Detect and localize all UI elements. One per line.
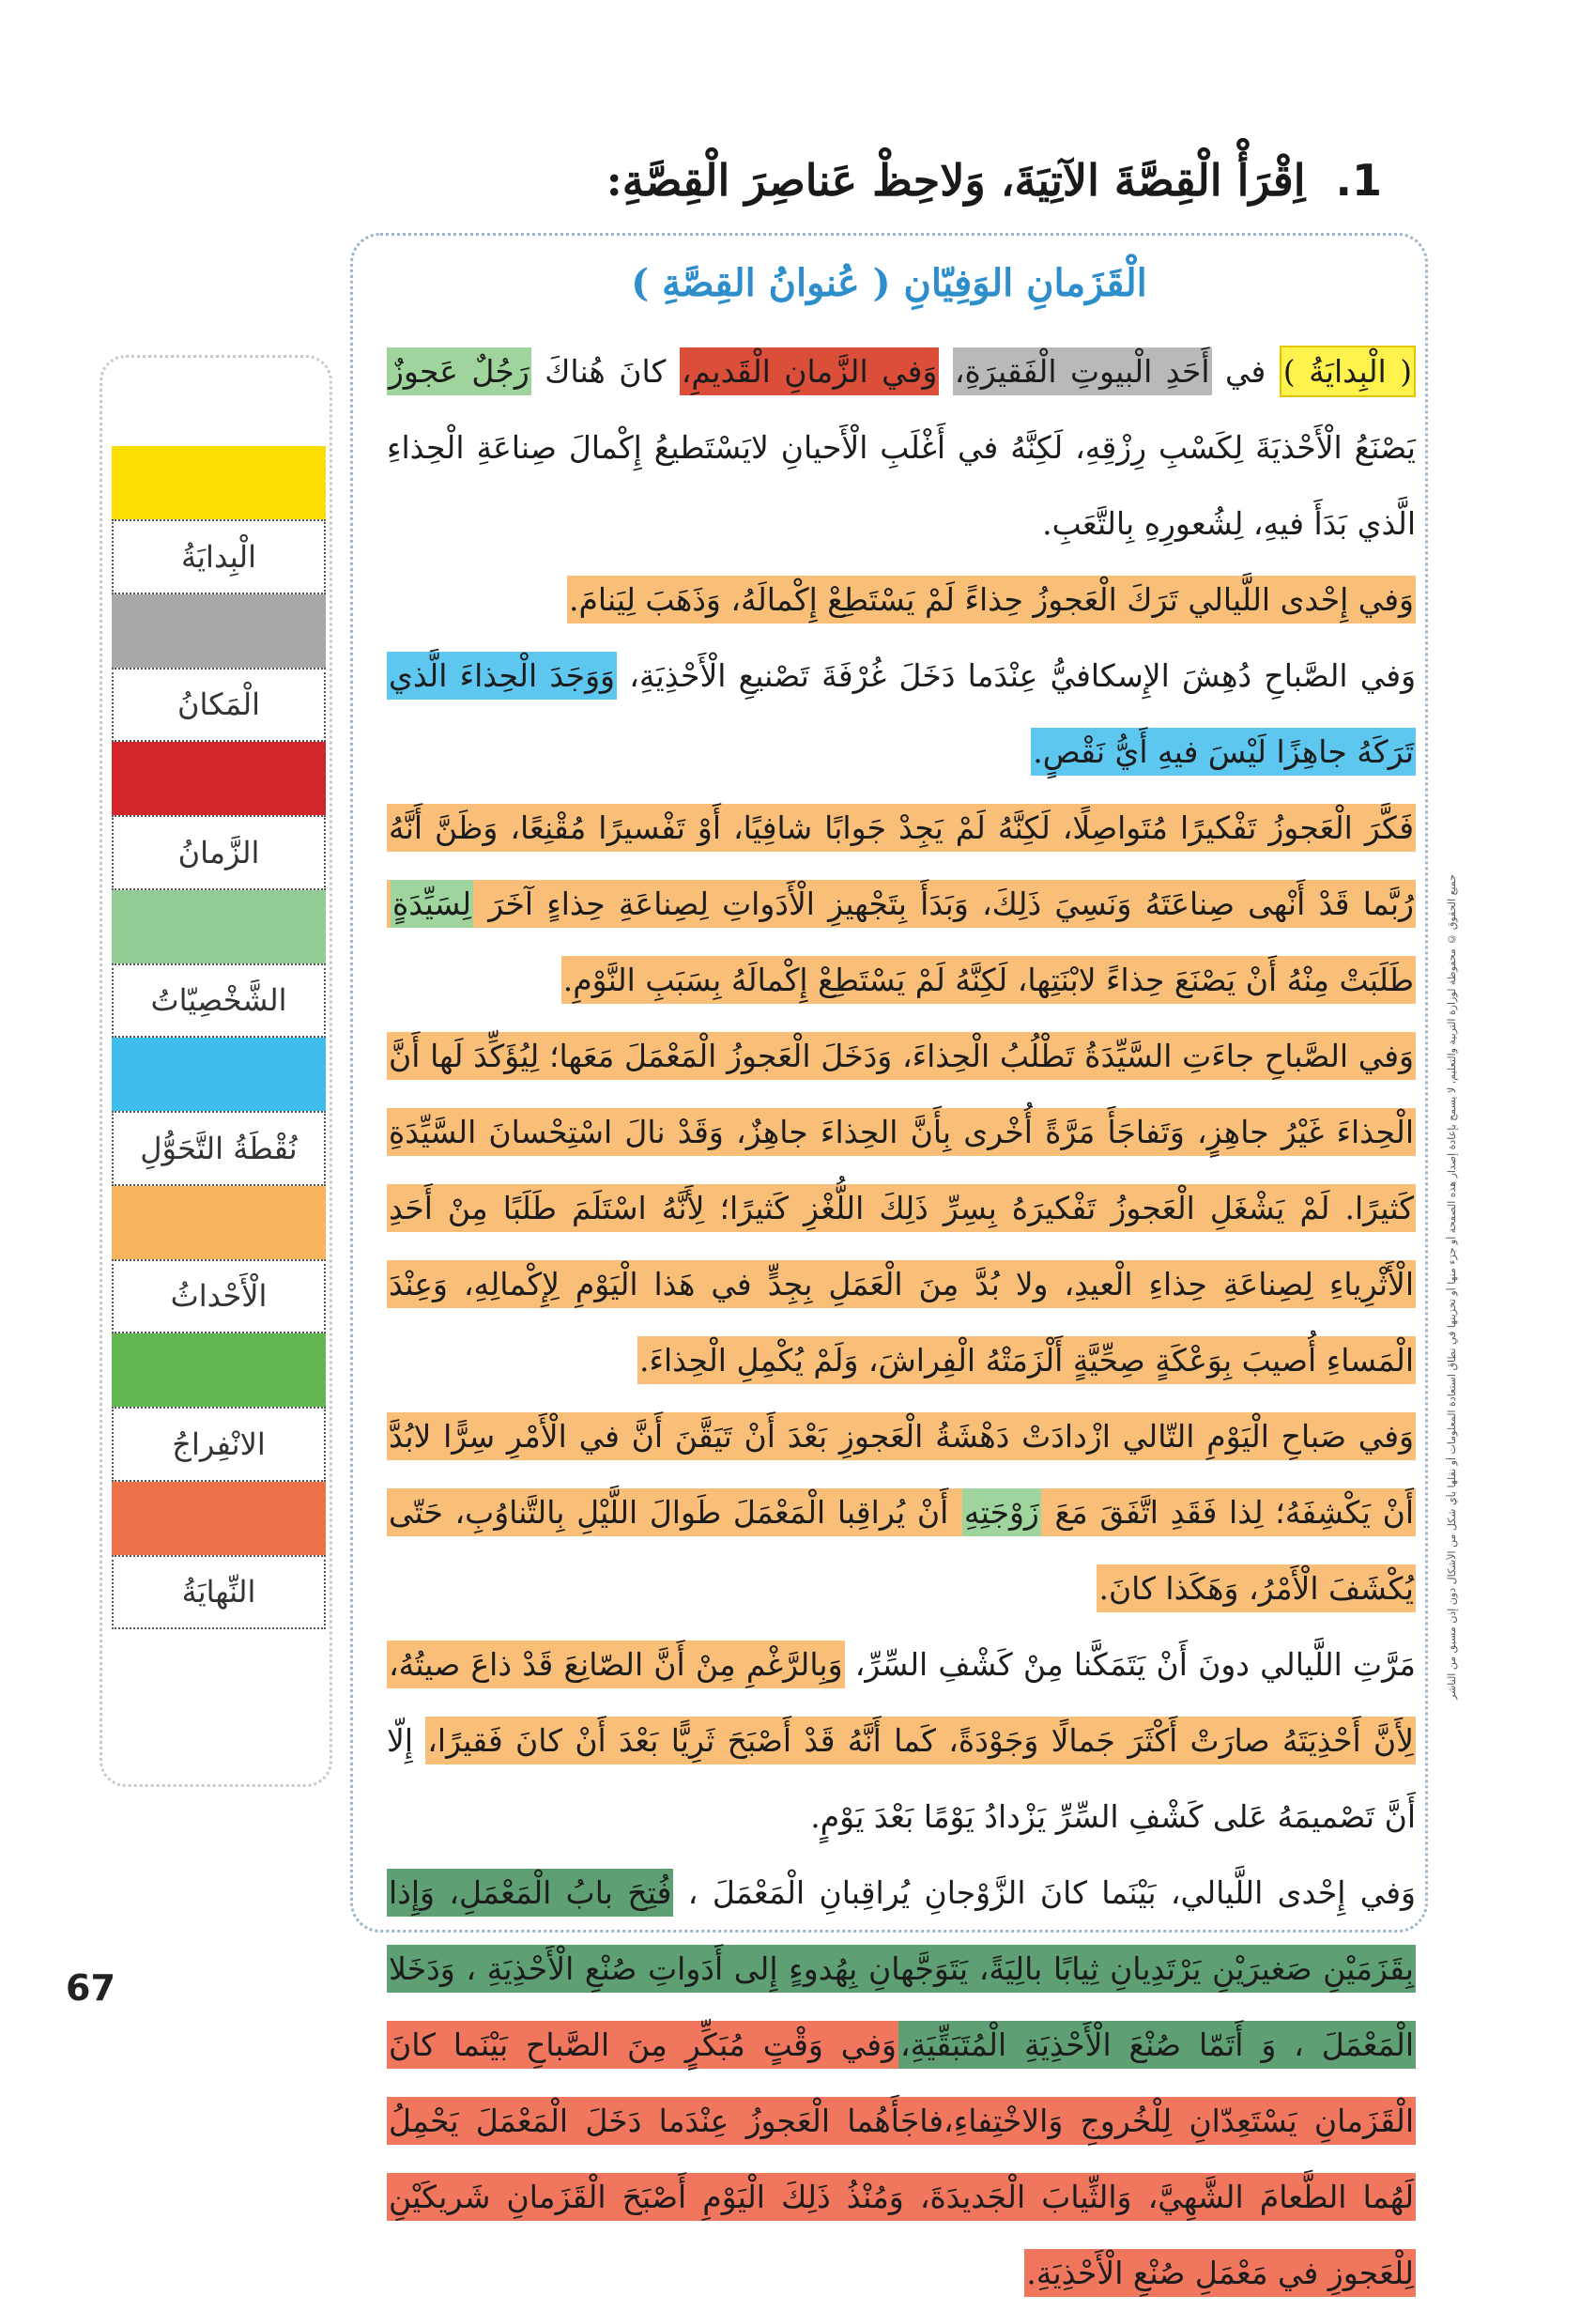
story-paragraph <box>387 1018 1416 1398</box>
legend-swatch <box>112 446 326 519</box>
story-paragraph <box>387 1855 1416 2311</box>
legend-swatch <box>112 742 326 815</box>
legend-label: الشَّخْصِيّاتُ <box>112 963 326 1038</box>
highlight-event: وَفي الصَّباحِ جاءَتِ السَّيِّدَةُ تَطْلُبُ الْحِذاءَ، وَدَخَلَ الْعَجوزُ الْمَعْمَلَ مَعَها؛ لِيُؤَكِّدَ لَها أَنَّ الْحِذاءَ غَيْرُ جاهِزٍ، وَتَفاجَأَ مَرَّةً أُخْرى بِأَنَّ الحِذاءَ جاهِزٌ، وَقَدْ نالَ اسْتِحْسانَ السَّيِّدَةِ كَثيرًا. لَمْ يَشْغَلِ الْعَجوزُ تَفْكيرَهُ بِسِرِّ ذَلِكَ اللُّغْزِ كَثيرًا؛ لِأَنَّهُ اسْتَلَمَ طَلَبًا مِنْ أَحَدِ الْأَثْرِياءِ لِصِناعَةِ حِذاءِ الْعيدِ، ولا بُدَّ مِنَ الْعَمَلِ بِجِدٍّ في هَذا الْيَوْمِ لِإِكْمالِهِ، وَعِنْدَ الْمَساءِ أُصيبَ بِوَعْكَةٍ صِحِّيَّةٍ أَلْزَمَتْهُ الْفِراشَ، وَلَمْ يُكْمِلِ الْحِذاءَ. <box>387 1032 1416 1384</box>
story-paragraph <box>387 790 1416 1018</box>
highlight-character: رَجُلٌ عَجوزٌ <box>387 347 531 395</box>
plain-text: في <box>1211 353 1280 390</box>
legend-label: الانْفِراجُ <box>112 1407 326 1481</box>
legend-swatch <box>112 1186 326 1259</box>
highlight-event: وَفي صَباحِ الْيَوْمِ التّالي ازْدادَتْ دَهْشَةُ الْعَجوزِ بَعْدَ أَنْ تَيَقَّنَ أَنَّ في الْأَمْرِ سِرًّا لابُدَّ أَنْ يَكْشِفَهُ؛ لِذا فَقَدِ اتَّفَقَ مَعَ <box>387 1412 1416 1536</box>
highlight-event: طَلَبَتْ مِنْهُ أَنْ يَصْنَعَ حِذاءً لابْنَتِها، لَكِنَّهُ لَمْ يَسْتَطِعْ إِكْمالَهُ بِسَبَبِ النَّوْمِ. <box>387 880 1416 1004</box>
legend-label: الْبِدايَةُ <box>112 519 326 593</box>
plain-text: وَفي الصَّباحِ دُهِشَ الإِسكافيُّ عِنْدَما دَخَلَ غُرْفَةَ تَصْنيعِ الْأَحْذِيَةِ، <box>616 657 1417 694</box>
legend-swatch <box>112 1333 326 1407</box>
question-heading <box>349 155 1382 206</box>
highlight-ending: وَفي وَقْتٍ مُبَكِّرٍ مِنَ الصَّباحِ بَيْنَما كانَ الْقَزَمانِ يَسْتَعِدّانِ لِلْخُروجِ وَالاخْتِفاءِ،فاجَأَهُما الْعَجوزُ عِنْدَما دَخَلَ الْمَعْمَلَ يَحْمِلُ لَهُما الطَّعامَ الشَّهِيَّ، وَالثِّيابَ الْجَديدَةَ، وَمُنْذُ ذَلِكَ الْيَوْمِ أَصْبَحَ الْقَزَمانِ شَريكَيْنِ لِلْعَجوزِ في مَعْمَلِ صُنْعِ الْأَحْذِيَةِ. <box>387 2021 1416 2297</box>
legend-swatch <box>112 594 326 668</box>
legend-swatch <box>112 1482 326 1555</box>
question-text: اِقْرَأْ الْقِصَّةَ الآتِيَةَ، وَلاحِظْ عَناصِرَ الْقِصَّةِ: <box>606 155 1306 206</box>
highlight-event: أَنْ يُراقِبا الْمَعْمَلَ طَوالَ اللَّيْلِ بِالتَّناوُبِ، حَتّى يُكْشَفَ الْأَمْرُ، وَهَكَذا كانَ. <box>387 1488 1416 1612</box>
question-number: 1. <box>1335 155 1382 206</box>
plain-text: وَفي إِحْدى اللَّيالي، بَيْنَما كانَ الزَّوْجانِ يُراقِبانِ الْمَعْمَلَ ، <box>673 1874 1416 1911</box>
legend-label: النِّهايَةُ <box>112 1555 326 1629</box>
plain-text: مَرَّتِ اللَّيالي دونَ أَنْ يَتَمَكَّنا مِنْ كَشْفِ السِّرِّ، <box>844 1646 1416 1683</box>
highlight-event: وَبِالرَّغْمِ مِنْ أَنَّ الصّانِعَ قَدْ ذاعَ صيتُهُ، لِأَنَّ أَحْذِيَتَهُ صارَتْ أَكْثَرَ جَمالًا وَجَوْدَةً، كَما أَنَّهُ قَدْ أَصْبَحَ ثَرِيًّا بَعْدَ أَنْ كانَ فَقيرًا، <box>387 1641 1416 1764</box>
legend-label: الْأَحْداثُ <box>112 1259 326 1333</box>
story-body <box>387 333 1416 2311</box>
legend-swatch <box>112 890 326 963</box>
story-paragraph <box>387 638 1416 790</box>
story-paragraph <box>387 1626 1416 1855</box>
story-title: الْقَزَمانِ الوَفِيّانِ ( عُنوانُ القِصَّةِ ) <box>631 261 1147 305</box>
legend-label: الزَّمانُ <box>112 815 326 889</box>
story-paragraph <box>387 1398 1416 1626</box>
highlight-event: فَكَّرَ الْعَجوزُ تَفْكيرًا مُتَواصِلًا، لَكِنَّهُ لَمْ يَجِدْ جَوابًا شافِيًا، أَوْ تَفْسيرًا مُقْنِعًا، وَظَنَّ أَنَّهُ رُبَّما قَدْ أَنْهى صِناعَتَهُ وَنَسِيَ ذَلِكَ، وَبَدَأَ بِتَجْهيزِ الْأَدَواتِ لِصِناعَةِ حِذاءٍ آخَرَ <box>387 804 1416 928</box>
page-number: 67 <box>66 1967 115 2009</box>
legend-label: الْمَكانُ <box>112 668 326 742</box>
plain-text: يَصْنَعُ الْأَحْذيَةَ لِكَسْبِ رِزْقِهِ، لَكِنَّهُ في أَغْلَبِ الْأَحيانِ لايَسْتَطيعُ إِكْمالَ صِناعَةِ الْحِذاءِ الَّذي بَدَأَ فيهِ، لِشُعورِهِ بِالتَّعَبِ. <box>387 429 1416 542</box>
highlight-place: أَحَدِ الْبيوتِ الْفَقيرَةِ، <box>953 347 1212 395</box>
copyright-note: جميع الحقوق © محفوظة لوزارة التربية والتعليم، لا يسمح بإعادة إصدار هذه الصفحة أو جزء منها أو تخزينها في نطاق استعادة المعلومات أو نقلها بأي شكل من الأشكال دون إذن مسبق من الناشر <box>1446 874 1458 1700</box>
plain-text <box>939 353 952 390</box>
story-paragraph <box>387 562 1416 638</box>
highlight-beginning: ( الْبِدايَةُ ) <box>1280 346 1416 397</box>
highlight-turning-point: وَوَجَدَ الْحِذاءَ الَّذي تَرَكَهُ جاهِزًا لَيْسَ فيهِ أَيُّ نَقْصٍ. <box>387 652 1416 776</box>
plain-text: كانَ هُناكَ <box>530 353 680 390</box>
highlight-time: وَفي الزَّمانِ الْقَديمِ، <box>680 347 940 395</box>
highlight-character: زَوْجَتِهِ <box>962 1488 1041 1536</box>
legend-swatch <box>112 1038 326 1111</box>
highlight-resolution: فُتِحَ بابُ الْمَعْمَلِ، وَإِذا بِقَزَمَيْنِ صَغيرَيْنِ يَرْتَدِيانِ ثِيابًا بالِيَةً، يَتَوَجَّهانِ بِهُدوءٍ إِلى أَدَواتِ صُنْعِ الْأَحْذِيَةِ ، وَدَخَلا الْمَعْمَلَ ، وَ أَتَمّا صُنْعَ الْأَحْذِيَةِ الْمُتَبَقِّيَةِ، <box>387 1869 1416 2069</box>
story-paragraph <box>387 333 1416 562</box>
plain-text: إِلّا أَنَّ تَصْميمَهُ عَلى كَشْفِ السِّرِّ يَزْدادُ يَوْمًا بَعْدَ يَوْمٍ. <box>387 1722 1416 1835</box>
highlight-character: لِسَيِّدَةٍ <box>391 880 473 928</box>
highlight-event: وَفي إِحْدى اللَّيالي تَرَكَ الْعَجوزُ حِذاءً لَمْ يَسْتَطِعْ إِكْمالَهُ، وَذَهَبَ لِيَنامَ. <box>567 576 1416 624</box>
legend-label: نُقْطَةُ التَّحَوُّلِ <box>112 1111 326 1185</box>
color-legend <box>112 446 326 1629</box>
